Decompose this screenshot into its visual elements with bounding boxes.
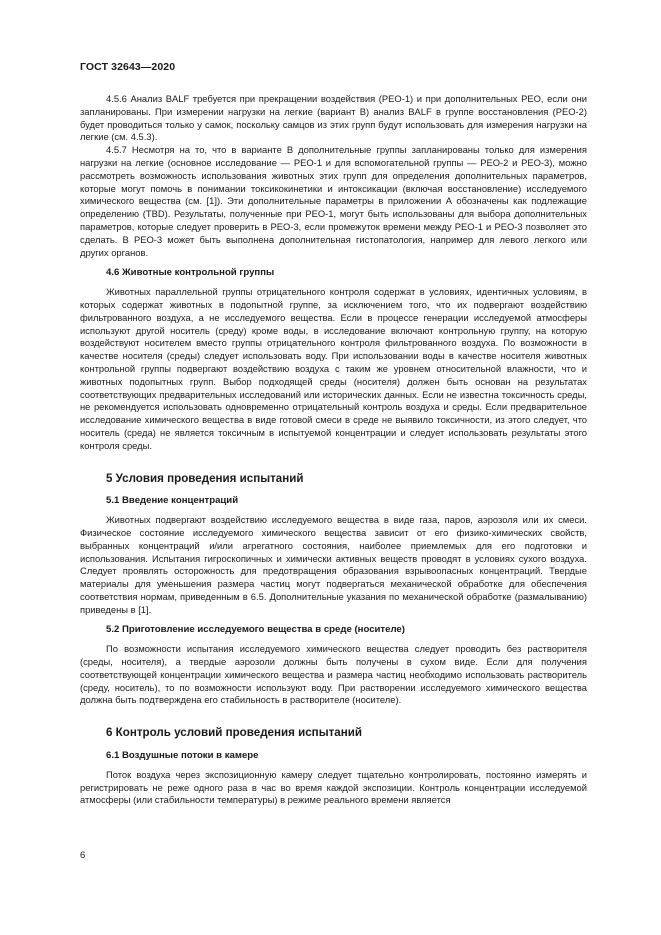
section-heading-6-1: 6.1 Воздушные потоки в камере <box>106 750 259 762</box>
document-body <box>80 93 587 807</box>
section-heading-5-1: 5.1 Введение концентраций <box>106 495 239 507</box>
paragraph-6-1: Поток воздуха через экспозиционную камеру следует тщательно контролировать, постоянно измерять и регистрировать не реже одного раза в час во время каждой экспозиции. Контроль концентрации исследуемой атмосферы (или стабильности температуры) в режиме реального времени является <box>80 768 587 806</box>
section-heading-5-2: 5.2 Приготовление исследуемого вещества в среде (носителе) <box>106 624 405 636</box>
section-heading-4-6: 4.6 Животные контрольной группы <box>106 267 275 279</box>
chapter-heading-6: 6 Контроль условий проведения испытаний <box>106 726 362 740</box>
paragraph-5-1: Животных подвергают воздействию исследуемого вещества в виде газа, паров, аэрозоля или их смеси. Физическое состояние исследуемого химического вещества зависит от его физико-химических свойств, выбранных концентраций и/или агрегатного состояния, наиболее приемлемых для его подготовки и использования. Испытания гигроскопичных и химически активных веществ проводят в условиях сухого воздуха. Следует проявлять осторожность для предотвращения образования взрывоопасных концентраций. Твердые материалы для уменьшения размера частиц могут подвергаться механической обработке для обеспечения соответствия нормам, приведенным в 6.5. Дополнительные указания по механической обработке (размалыванию) приведены в [1]. <box>80 514 587 615</box>
paragraph-control-groups: Животных параллельной группы отрицательного контроля содержат в условиях, идентичных условиям, в которых содержат животных в подопытной группе, за исключением того, что их подвергают воздействию фильтрованного воздуха, а не исследуемого вещества. Если в процессе генерации исследуемой атмосферы используют другой носитель (среду) кроме воды, в исследование включают контрольную группу, на которую воздействуют носителем вместо группы отрицательного контроля фильтрованного воздуха. По возможности в качестве носителя (среды) следует использовать воду. При использовании воды в качестве носителя животных контрольной группы подвергают воздействию воздуха с таким же уровнем относительной влажности, что и животных подопытных групп. Выбор подходящей среды (носителя) должен быть основан на результатах соответствующих предварительных исследований или исторических данных. Если не известна токсичность среды, не рекомендуется использовать одновременно отрицательный контроль воздуха и среды. Если предварительное исследование химического вещества в виде готовой смеси в среде не выявило токсичности, из этого следует, что носитель (среда) не является токсичным в испытуемой концентрации и следует использовать результаты этого контроля среды. <box>80 286 587 451</box>
paragraph-4-5-7: 4.5.7 Несмотря на то, что в варианте В дополнительные группы запланированы только для измерения нагрузки на легкие (основное исследование — PEO-1 и для вспомогательной группы — PEO-2 и PEO-3), можно рассмотреть возможность использования животных этих групп для определения дополнительных параметров, которые могут помочь в понимании токсикокинетики и интоксикации (включая восстановление) исследуемого химического вещества (см. [1]). Эти дополнительные параметры в приложении А обозначены как подлежащие определению (TBD). Результаты, полученные при PEO-1, могут быть использованы для выбора дополнительных параметров, которые следует проверить в PEO-3, если промежуток времени между PEO-1 и PEO-3 позволяет это сделать. В PEO-3 может быть выполнена дополнительная гистопатология, например для левого легкого или других органов. <box>80 144 587 258</box>
paragraph-5-2: По возможности испытания исследуемого химического вещества следует проводить без растворителя (среды, носителя), а твердые аэрозоли должны быть получены в сухом виде. Если для получения соответствующей концентрации химического вещества и размера частиц необходимо использовать растворитель (среду, носитель), то по возможности используют воду. При растворении исследуемого химического вещества должна быть подтверждена его стабильность в растворителе (носителе). <box>80 643 587 706</box>
page-number: 6 <box>80 850 86 861</box>
standard-header: ГОСТ 32643—2020 <box>80 61 176 73</box>
paragraph-4-5-6: 4.5.6 Анализ BALF требуется при прекращении воздействия (PEO-1) и при дополнительных PEO, если они запланированы. При измерении нагрузки на легкие (вариант В) анализ BALF в группе восстановления (PEO-2) будет проводиться только у самок, поскольку самцов из этих групп будут использовать для измерения нагрузки на легкие (см. 4.5.3). <box>80 93 587 143</box>
chapter-heading-5: 5 Условия проведения испытаний <box>106 471 304 485</box>
